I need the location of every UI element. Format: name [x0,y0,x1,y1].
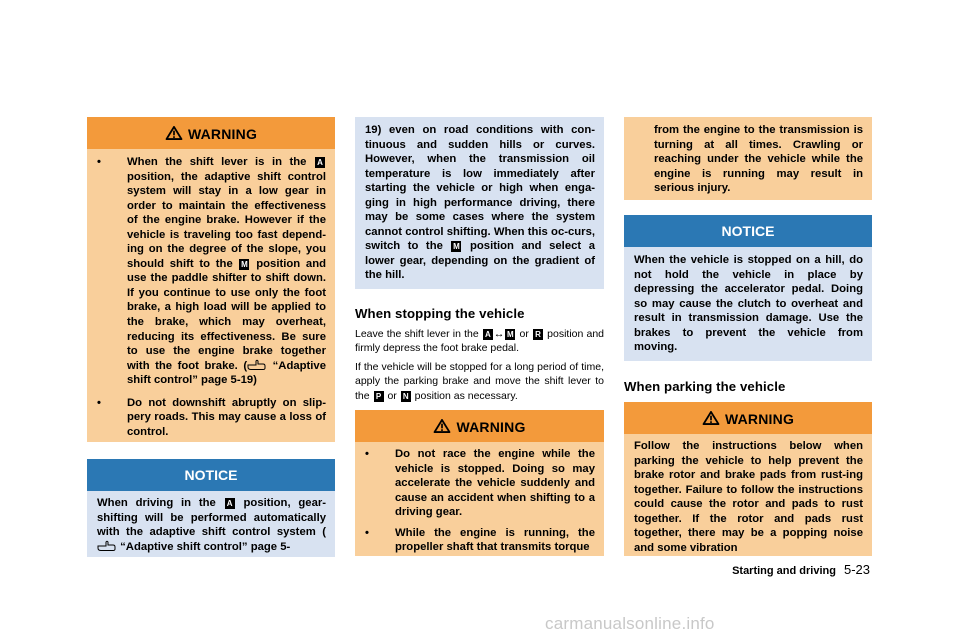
notice-header: NOTICE [87,459,335,491]
warning-text: position, the adaptive shift control system will stay in a low gear in order to maintain the effectiveness of the engine brake. However if the vehicle is traveling too fast depend-ing on the degree of the slope, you should shift to the [127,170,326,270]
warning-title: WARNING [456,419,526,435]
warning-header [355,410,604,442]
bullet: • [97,396,101,409]
paragraph-text: Leave the shift lever in the [355,328,479,340]
shift-key-r-icon: R [533,329,543,340]
shift-key-a-icon: A [315,157,325,168]
shift-key-a-icon: A [483,329,493,340]
notice-box-hill [624,215,872,361]
warning-header [624,402,872,434]
warning-text: Do not race the engine while the vehicle is stopped. Doing so may accelerate the vehicle suddenly and cause an accident when shifting to a driving gear. [395,448,595,519]
stopping-paragraph-2 [355,360,604,403]
shift-key-m-icon: M [507,330,514,339]
warning-body [87,149,335,439]
warning-triangle-icon [165,126,183,140]
section-heading-stopping: When stopping the vehicle [355,306,525,321]
notice-box-continued [355,117,604,289]
shift-key-n-icon: N [401,391,411,402]
notice-text: When driving in the [97,497,216,509]
warning-text: When the shift lever is in the [127,156,307,168]
notice-body [87,491,335,554]
shift-key-p-icon: P [374,391,384,402]
footer-section-title: Starting and driving [732,565,836,577]
list-item [97,155,326,388]
notice-header: NOTICE [624,215,872,247]
warning-triangle-icon [702,411,720,425]
warning-title: WARNING [187,126,258,142]
warning-body: Follow the instructions below when parking the vehicle to help prevent the brake rotor and brake pads from rust-ing together. Failure to follow the instructions could cause the rotor and pads to rust together. If the rotor and pads rust together, there may be a popping noise and some vibration [634,440,863,554]
watermark: carmanualsonline.info [545,614,715,633]
page-footer [732,562,870,577]
shift-key-m-icon: M [453,242,460,252]
warning-box-parking [624,402,872,556]
list-item [365,526,595,555]
warning-header [87,117,335,149]
notice-text: 19) even on road conditions with con-tinuous and sudden hills or curves. However, when the transmission oil temperature is low immediately after starting the vehicle or high when enga-ging in high performance driving, there may be some cases where the system cannot control shifting. When this oc-curs, switch to the [365,124,595,253]
paragraph-text: If the vehicle will be stopped for a long period of time, apply the parking brake and move the shift lever to the [355,361,604,402]
page-number: 5-23 [843,562,870,577]
notice-body: When the vehicle is stopped on a hill, do not hold the vehicle in place by depressing the accelerator pedal. Doing so may cause the clutch to overheat and result in transmission damage. Use the brakes to prevent the vehicle from moving. [634,254,863,354]
notice-text: position and select a lower gear, depending on the gradient of the hill. [365,240,595,282]
section-heading-parking: When parking the vehicle [624,379,786,394]
shift-key-a-icon: A [225,498,235,509]
hand-pointer-icon [97,540,117,551]
notice-text: position, gear-shifting will be performed automatically with the adaptive shift control system ( [97,497,327,539]
bullet: • [365,526,369,539]
warning-body-continued: from the engine to the transmission is turning at all times. Crawling or reaching under the vehicle while the engine is running may result in serious injury. [654,124,863,195]
warning-box-continued [624,117,872,200]
reference-link[interactable]: “Adaptive shift control” page 5- [120,540,291,553]
bullet: • [97,156,101,168]
notice-body-continued [355,117,604,283]
arrow-text: ↔ [493,328,505,340]
column-1 [87,117,335,557]
warning-triangle-icon [433,419,451,433]
reference-link[interactable]: “Adaptive shift control” page 5-19) [127,359,326,387]
bullet: • [365,448,369,460]
warning-text: position and use the paddle shifter to shift down. If you continue to use only the foot brake, a high load will be applied to the brake, which may overheat, reducing its effectiveness. Be sure to use the engine brake together with the foot brake. ( [127,257,326,372]
warning-body [355,442,604,555]
paragraph-text: position and firmly depress the foot brake pedal. [355,328,605,355]
warning-title: WARNING [724,411,795,427]
list-item [365,447,595,520]
paragraph-text: or [387,389,397,402]
warning-text: Do not downshift abruptly on slip-pery roads. This may cause a loss of control. [127,396,326,438]
warning-box-shift-lever [87,117,335,442]
hand-pointer-icon [247,359,267,370]
list-item [97,396,326,440]
warning-box-race-engine [355,410,604,556]
warning-text: While the engine is running, the propeller shaft that transmits torque [395,526,595,554]
stopping-paragraph-1 [355,327,604,356]
paragraph-text: position as necessary. [414,389,518,402]
notice-box-driving [87,459,335,557]
shift-key-m-icon: M [241,259,248,269]
paragraph-text: or [519,328,529,340]
